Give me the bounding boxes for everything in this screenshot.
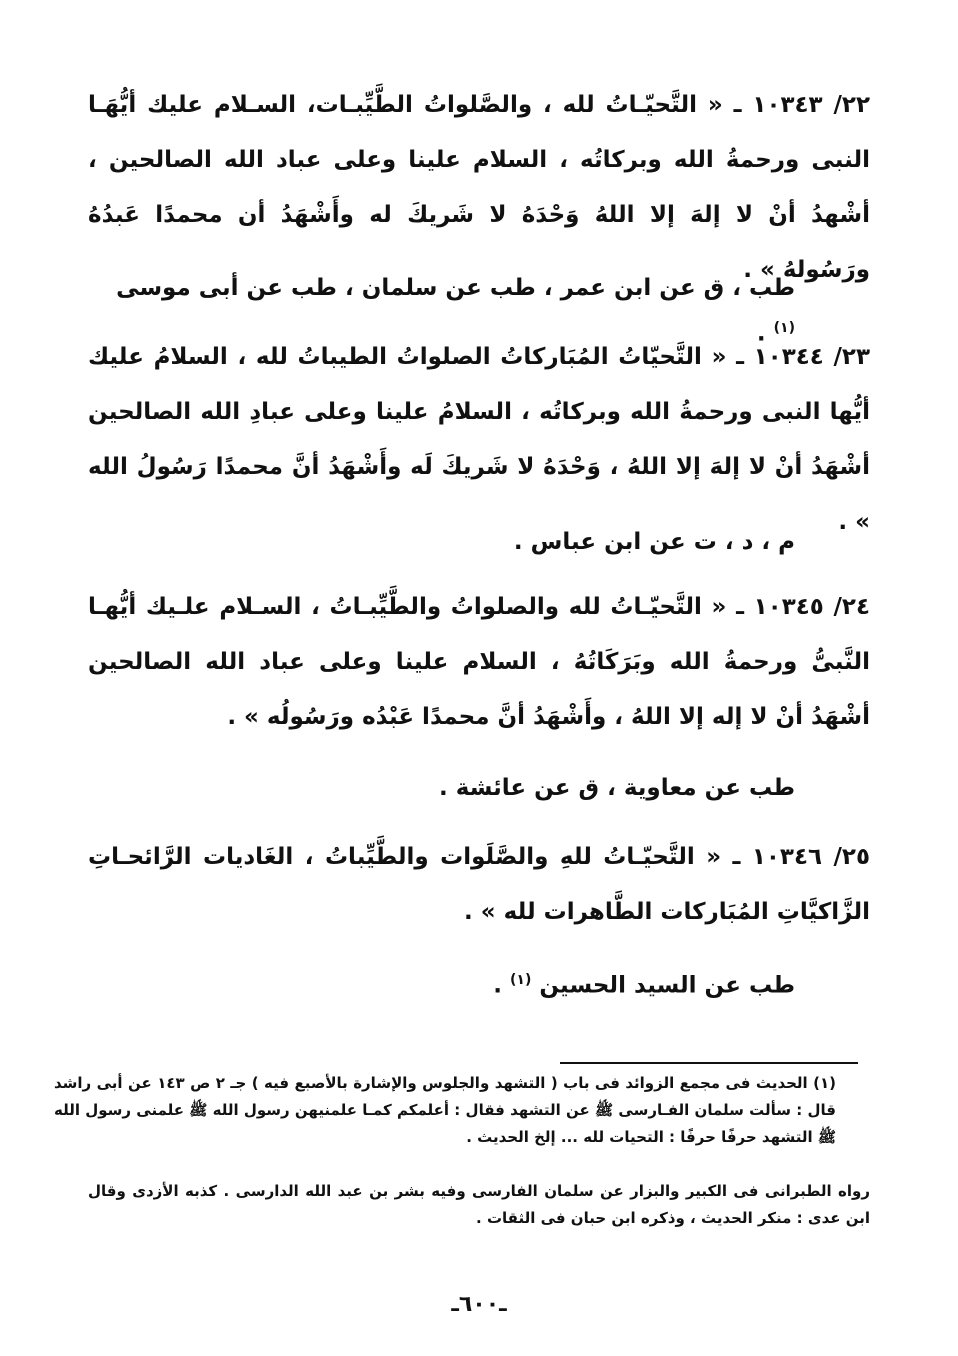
hadith-25-source-end: . [493, 972, 510, 999]
footnote-1-continued: رواه الطبرانى فى الكبير والبزار عن سلمان الفارسى وفيه بشر بن عبد الله الدارسى . كذبه الأزدى وقال ابن عدى : منكر الحديث ، وذكره ابن حبان فى الثقات . [88, 1182, 870, 1227]
hadith-23-text: ٢٣/ ١٠٣٤٤ ـ « التَّحيّاتُ المُبَاركاتُ الصلواتُ الطيباتُ لله ، السلامُ عليك أيُّها النبى ورحمةُ الله وبركاتُه ، السلامُ علينا وعلى عبادِ الله الصالحين أشْهَدُ أنْ لا إلهَ إلا اللهُ ، وَحْدَهُ لا شَريكَ لَه وأَشْهَدُ أنَّ محمدًا رَسُولُ الله » . [88, 344, 870, 535]
page-number: ـ٦٠٠ـ [451, 1292, 507, 1317]
hadith-23-source: م ، د ، ت عن ابن عباس . [513, 529, 795, 555]
footnote-marker: (١) [509, 972, 532, 988]
hadith-24-source: طب عن معاوية ، ق عن عائشة . [439, 775, 795, 801]
footnote-1: (١) الحديث فى مجمع الزوائد فى باب ( التشهد والجلوس والإشارة بالأصبع فيه ) جـ ٢ ص ١٤٣ عن أبى راشد قال : سألت سلمان الفـارسى ﷺ عن التشهد فقال : أعلمكم كمـا علمنيهن رسول الله ﷺ علمنى رسول الله ﷺ التشهد حرفًا حرفًا : التحيات لله ... إلخ الحديث . [54, 1074, 837, 1146]
hadith-22-source-text: طب ، ق عن ابن عمر ، طب عن سلمان ، طب عن أبى موسى [116, 275, 795, 301]
hadith-25-text: ٢٥/ ١٠٣٤٦ ـ « التَّحيّـاتُ للهِ والصَّلَوات والطَّيِّباتُ ، الغَاديات الرَّائحـاتِ الزَّاكيَّاتِ المُبَاركات الطَّاهرات لله » . [88, 844, 870, 925]
hadith-24-text: ٢٤/ ١٠٣٤٥ ـ « التَّحيّـاتُ لله والصلواتُ والطَّيِّبـاتُ ، السـلام علـيك أيُّهـا النَّبىُّ ورحمةُ الله وبَرَكَاتُهُ ، السلام علينا وعلى عباد الله الصالحين أشْهَدُ أنْ لا إله إلا اللهُ ، وأَشْهَدُ أنَّ محمدًا عَبْدُه ورَسُولُه » . [88, 594, 870, 730]
footnote-marker: (١) [773, 320, 795, 336]
hadith-25-source [95, 960, 795, 1006]
footnote-separator [560, 1062, 858, 1064]
hadith-25-source-text: طب عن السيد الحسين [539, 972, 795, 999]
hadith-22-text: ٢٢/ ١٠٣٤٣ ـ « التَّحيّـاتُ لله ، والصَّلواتُ الطَّيِّبـات، السـلام عليك أيُّهَـا النبى ورحمةُ الله وبركاتُه ، السلام علينا وعلى عباد الله الصالحين ، أشْهدُ أنْ لا إلهَ إلا اللهُ وَحْدَهُ لا شَريكَ له وأَشْهَدُ أن محمدًا عَبدُهُ ورَسُولهُ » . [88, 92, 870, 283]
hadith-22-source-end: . [756, 320, 774, 347]
